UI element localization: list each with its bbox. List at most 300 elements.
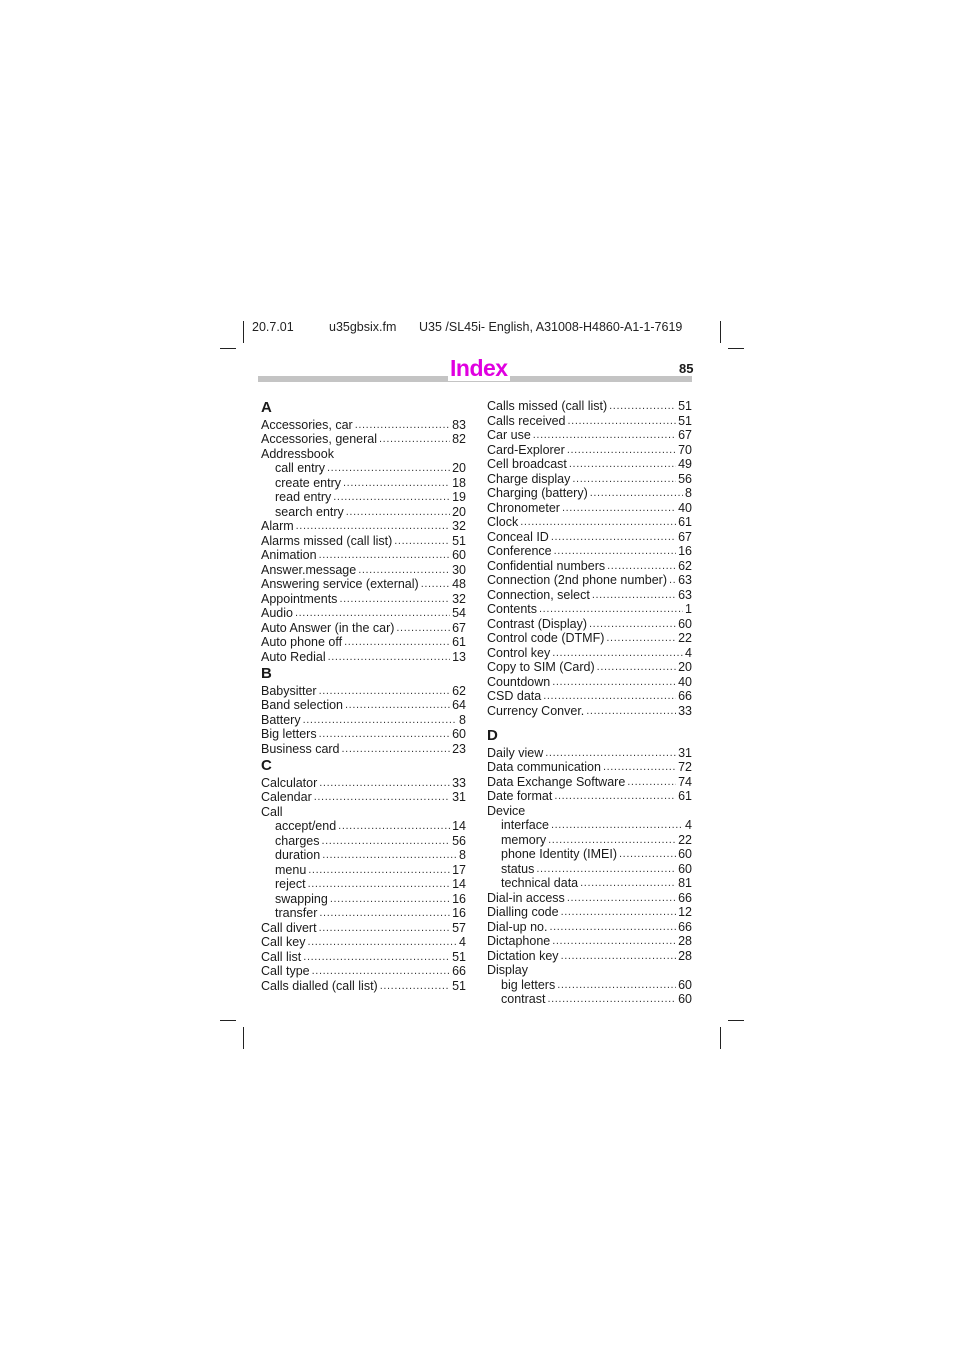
entry-page-number: 20: [452, 461, 466, 475]
entry-page-number: 70: [678, 442, 692, 457]
entry-label: Connection (2nd phone number): [487, 573, 667, 587]
leader-dots: [342, 742, 451, 757]
entry-page-number: 31: [452, 790, 466, 804]
index-entry: [487, 789, 692, 804]
index-subentry: [261, 476, 466, 491]
entry-page-number: 60: [678, 616, 692, 631]
entry-label: reject: [275, 877, 306, 891]
entry-label: menu: [275, 862, 307, 877]
index-subentry: [261, 848, 466, 863]
entry-page-number: 63: [678, 573, 692, 587]
entry-label: Contrast (Display): [487, 616, 588, 631]
entry-page-number: 32: [452, 519, 466, 533]
leader-dots: [539, 602, 683, 617]
leader-dots: [609, 399, 676, 414]
leader-dots: [394, 534, 450, 549]
leader-dots: [312, 964, 450, 979]
entry-label: Call: [261, 804, 283, 819]
leader-dots: [330, 892, 450, 907]
leader-dots: [319, 727, 451, 742]
entry-page-number: 32: [452, 591, 466, 606]
entry-page-number: 60: [452, 727, 466, 741]
leader-dots: [597, 660, 676, 675]
index-subentry: [487, 862, 692, 877]
entry-page-number: 33: [678, 703, 692, 718]
leader-dots: [322, 848, 457, 863]
index-entry: [487, 646, 692, 661]
leader-dots: [333, 490, 450, 505]
entry-page-number: 16: [452, 906, 466, 920]
index-subentry: [261, 834, 466, 849]
index-entry: [487, 501, 692, 516]
entry-label: Calls received: [487, 413, 566, 428]
leader-dots: [592, 588, 676, 603]
entry-page-number: 62: [678, 558, 692, 573]
leader-dots: [552, 646, 683, 661]
section-letter: C: [261, 757, 272, 774]
section-letter: B: [261, 665, 272, 682]
entry-label: Accessories, general: [261, 432, 378, 446]
entry-page-number: 30: [452, 562, 466, 577]
entry-label: Big letters: [261, 727, 317, 741]
entry-page-number: 8: [459, 848, 466, 862]
entry-page-number: 49: [678, 457, 692, 471]
entry-label: Call list: [261, 949, 302, 964]
leader-dots: [319, 548, 451, 563]
entry-label: Appointments: [261, 591, 338, 606]
leader-dots: [339, 592, 450, 607]
leader-dots: [543, 689, 676, 704]
entry-label: Date format: [487, 789, 553, 803]
index-entry: [261, 790, 466, 805]
entry-page-number: 60: [452, 548, 466, 562]
leader-dots: [669, 573, 676, 588]
index-entry: [487, 746, 692, 761]
entry-label: Babysitter: [261, 683, 317, 698]
leader-dots: [547, 992, 676, 1007]
page-title: Index: [450, 355, 508, 381]
index-entry: [487, 457, 692, 472]
index-entry: [261, 698, 466, 713]
leader-dots: [561, 949, 677, 964]
section-letter: A: [261, 399, 272, 416]
leader-dots: [343, 476, 450, 491]
leader-dots: [586, 704, 676, 719]
leader-dots: [554, 789, 676, 804]
entry-page-number: 22: [678, 631, 692, 645]
entry-label: Answering service (external): [261, 577, 419, 591]
index-subentry: [487, 847, 692, 862]
entry-label: Battery: [261, 712, 301, 727]
entry-page-number: 63: [678, 587, 692, 602]
entry-page-number: 61: [452, 635, 466, 649]
leader-dots: [358, 563, 450, 578]
entry-page-number: 60: [678, 847, 692, 861]
leader-dots: [308, 877, 451, 892]
entry-label: accept/end: [275, 819, 337, 833]
index-entry: [487, 675, 692, 690]
entry-page-number: 8: [685, 486, 692, 500]
entry-page-number: 4: [685, 645, 692, 660]
entry-label: Copy to SIM (Card): [487, 660, 595, 674]
entry-label: Clock: [487, 515, 519, 529]
entry-page-number: 4: [685, 818, 692, 832]
entry-page-number: 18: [452, 475, 466, 490]
index-subentry: [261, 892, 466, 907]
entry-page-number: 61: [678, 515, 692, 529]
leader-dots: [338, 819, 450, 834]
entry-page-number: 60: [678, 977, 692, 992]
crop-mark: [220, 1020, 236, 1021]
entry-label: Charging (battery): [487, 486, 588, 500]
entry-page-number: 13: [452, 649, 466, 664]
entry-label: Display: [487, 963, 528, 977]
index-subentry: [487, 833, 692, 848]
entry-page-number: 14: [452, 819, 466, 833]
index-subentry: [487, 876, 692, 891]
entry-page-number: 51: [452, 533, 466, 548]
index-entry: [261, 776, 466, 791]
entry-label: search entry: [275, 504, 344, 519]
leader-dots: [296, 519, 450, 534]
entry-label: Dictaphone: [487, 934, 551, 948]
header-date: 20.7.01: [252, 320, 294, 334]
entry-label: interface: [501, 818, 549, 832]
index-entry: [487, 588, 692, 603]
index-subentry: [261, 490, 466, 505]
entry-page-number: 57: [452, 920, 466, 935]
entry-page-number: 20: [452, 504, 466, 519]
leader-dots: [567, 891, 676, 906]
index-entry: [261, 432, 466, 447]
leader-dots: [545, 746, 676, 761]
entry-label: read entry: [275, 490, 332, 504]
entry-page-number: 23: [452, 741, 466, 756]
crop-mark: [243, 1027, 244, 1049]
index-entry: [261, 713, 466, 728]
index-subentry: [261, 906, 466, 921]
leader-dots: [396, 621, 450, 636]
leader-dots: [295, 606, 450, 621]
entry-label: Animation: [261, 548, 317, 562]
index-entry: [261, 635, 466, 650]
entry-page-number: 72: [678, 760, 692, 774]
index-subentry: [487, 992, 692, 1007]
index-entry: [487, 399, 692, 414]
entry-label: Cell broadcast: [487, 457, 567, 471]
index-entry: [487, 544, 692, 559]
index-entry: [261, 418, 466, 433]
leader-dots: [379, 432, 450, 447]
leader-dots: [328, 650, 450, 665]
entry-label: CSD data: [487, 689, 542, 703]
crop-mark: [243, 321, 244, 343]
index-entry: [261, 650, 466, 665]
index-entry: [487, 891, 692, 906]
entry-page-number: 4: [459, 935, 466, 949]
entry-page-number: 60: [678, 992, 692, 1006]
entry-page-number: 28: [678, 948, 692, 963]
entry-label: swapping: [275, 891, 328, 906]
crop-mark: [720, 321, 721, 343]
leader-dots: [567, 443, 676, 458]
entry-page-number: 51: [678, 413, 692, 428]
entry-page-number: 51: [452, 949, 466, 964]
leader-dots: [590, 486, 683, 501]
header-filename: u35gbsix.fm: [329, 320, 397, 334]
entry-page-number: 54: [452, 606, 466, 620]
index-entry: [261, 534, 466, 549]
entry-page-number: 40: [678, 674, 692, 689]
index-entry: [261, 519, 466, 534]
entry-label: charges: [275, 833, 320, 848]
leader-dots: [549, 920, 676, 935]
entry-page-number: 61: [678, 789, 692, 803]
index-entry: [487, 559, 692, 574]
header-document-id: U35 /SL45i- English, A31008-H4860-A1-1-7619: [419, 320, 683, 334]
index-entry: [261, 950, 466, 965]
entry-label: Auto Answer (in the car): [261, 620, 395, 635]
entry-page-number: 56: [452, 833, 466, 848]
entry-page-number: 83: [452, 417, 466, 432]
leader-dots: [561, 905, 677, 920]
section-letter: D: [487, 727, 498, 744]
leader-dots: [552, 675, 676, 690]
index-entry: [261, 577, 466, 592]
leader-dots: [606, 631, 676, 646]
index-subentry: [261, 877, 466, 892]
index-entry: [487, 660, 692, 675]
index-subentry: [261, 505, 466, 520]
entry-page-number: 51: [452, 978, 466, 993]
entry-label: Dial-up no.: [487, 919, 548, 934]
index-entry: [261, 979, 466, 994]
index-column-left: [261, 398, 466, 993]
index-subentry: [487, 978, 692, 993]
entry-page-number: 67: [678, 529, 692, 544]
leader-dots: [380, 979, 450, 994]
entry-page-number: 17: [452, 862, 466, 877]
entry-label: Call divert: [261, 920, 317, 935]
entry-label: Conceal ID: [487, 529, 549, 544]
entry-label: Connection, select: [487, 587, 590, 602]
entry-page-number: 16: [678, 544, 692, 558]
index-entry: [487, 631, 692, 646]
entry-page-number: 66: [678, 890, 692, 905]
entry-label: Currency Conver.: [487, 703, 585, 718]
entry-label: Card-Explorer: [487, 442, 565, 457]
index-entry: [487, 443, 692, 458]
entry-label: Auto Redial: [261, 649, 326, 664]
entry-label: create entry: [275, 475, 342, 490]
leader-dots: [319, 906, 450, 921]
entry-page-number: 20: [678, 660, 692, 674]
index-entry: [487, 963, 692, 978]
index-entry: [261, 727, 466, 742]
index-entry: [487, 472, 692, 487]
entry-label: Dialling code: [487, 905, 559, 919]
entry-page-number: 31: [678, 745, 692, 760]
entry-page-number: 40: [678, 500, 692, 515]
entry-page-number: 67: [452, 620, 466, 635]
index-entry: [261, 621, 466, 636]
entry-label: Calculator: [261, 775, 318, 790]
entry-label: Contents: [487, 602, 538, 616]
leader-dots: [619, 847, 676, 862]
entry-label: duration: [275, 848, 321, 862]
entry-page-number: 22: [678, 832, 692, 847]
entry-page-number: 33: [452, 775, 466, 790]
index-entry: [487, 428, 692, 443]
entry-page-number: 66: [678, 689, 692, 703]
entry-label: transfer: [275, 906, 318, 920]
index-entry: [261, 447, 466, 462]
entry-page-number: 62: [452, 683, 466, 698]
entry-page-number: 60: [678, 861, 692, 876]
leader-dots: [557, 978, 676, 993]
entry-label: Conference: [487, 544, 552, 558]
leader-dots: [562, 501, 676, 516]
crop-mark: [720, 1027, 721, 1049]
leader-dots: [580, 876, 676, 891]
index-entry: [261, 684, 466, 699]
index-entry: [487, 573, 692, 588]
leader-dots: [607, 559, 676, 574]
entry-label: Control code (DTMF): [487, 631, 605, 645]
leader-dots: [314, 790, 450, 805]
entry-label: Call type: [261, 964, 310, 978]
entry-label: Calls dialled (call list): [261, 978, 378, 993]
leader-dots: [421, 577, 450, 592]
entry-page-number: 64: [452, 698, 466, 712]
leader-dots: [308, 863, 450, 878]
entry-page-number: 8: [459, 712, 466, 727]
entry-label: Confidential numbers: [487, 558, 606, 573]
entry-page-number: 66: [678, 919, 692, 934]
leader-dots: [303, 713, 457, 728]
entry-page-number: 67: [678, 428, 692, 442]
entry-label: contrast: [501, 992, 546, 1006]
entry-label: Call key: [261, 935, 306, 949]
entry-label: big letters: [501, 977, 556, 992]
leader-dots: [520, 515, 676, 530]
leader-dots: [319, 684, 451, 699]
index-entry: [261, 964, 466, 979]
leader-dots: [303, 950, 450, 965]
entry-label: phone Identity (IMEI): [501, 847, 618, 861]
entry-page-number: 28: [678, 934, 692, 948]
entry-page-number: 19: [452, 490, 466, 504]
entry-label: Auto phone off: [261, 635, 343, 649]
entry-label: technical data: [501, 876, 579, 890]
index-subentry: [261, 819, 466, 834]
entry-page-number: 1: [685, 602, 692, 616]
entry-label: call entry: [275, 461, 326, 475]
crop-mark: [728, 1020, 744, 1021]
index-entry: [487, 602, 692, 617]
entry-label: Answer.message: [261, 562, 357, 577]
leader-dots: [569, 457, 676, 472]
leader-dots: [536, 862, 676, 877]
index-entry: [487, 515, 692, 530]
entry-page-number: 74: [678, 774, 692, 789]
entry-label: status: [501, 861, 535, 876]
entry-page-number: 12: [678, 905, 692, 919]
index-entry: [261, 606, 466, 621]
index-entry: [487, 689, 692, 704]
entry-page-number: 56: [678, 471, 692, 486]
entry-page-number: 48: [452, 577, 466, 591]
leader-dots: [321, 834, 450, 849]
index-subentry: [261, 863, 466, 878]
entry-label: Band selection: [261, 698, 344, 712]
leader-dots: [551, 818, 683, 833]
leader-dots: [551, 530, 676, 545]
entry-label: Data Exchange Software: [487, 774, 626, 789]
entry-label: Calendar: [261, 790, 312, 804]
entry-label: Alarms missed (call list): [261, 533, 393, 548]
index-entry: [487, 704, 692, 719]
index-entry: [487, 804, 692, 819]
index-entry: [487, 934, 692, 949]
index-entry: [487, 530, 692, 545]
index-entry: [261, 935, 466, 950]
index-entry: [487, 760, 692, 775]
leader-dots: [548, 833, 676, 848]
entry-label: Device: [487, 803, 526, 818]
entry-label: Audio: [261, 606, 293, 620]
index-entry: [487, 414, 692, 429]
index-entry: [261, 805, 466, 820]
entry-label: Control key: [487, 645, 551, 660]
leader-dots: [589, 617, 676, 632]
entry-page-number: 14: [452, 877, 466, 891]
index-entry: [261, 548, 466, 563]
entry-label: Dial-in access: [487, 890, 565, 905]
leader-dots: [345, 698, 450, 713]
index-entry: [261, 592, 466, 607]
leader-dots: [627, 775, 676, 790]
entry-label: Addressbook: [261, 446, 334, 461]
index-entry: [487, 617, 692, 632]
leader-dots: [552, 934, 676, 949]
entry-label: Accessories, car: [261, 417, 353, 432]
index-entry: [487, 920, 692, 935]
index-entry: [487, 486, 692, 501]
leader-dots: [355, 418, 450, 433]
entry-label: memory: [501, 832, 547, 847]
leader-dots: [533, 428, 676, 443]
entry-page-number: 82: [452, 432, 466, 446]
leader-dots: [346, 505, 450, 520]
entry-page-number: 81: [678, 876, 692, 890]
entry-label: Chronometer: [487, 500, 560, 515]
entry-page-number: 16: [452, 891, 466, 906]
entry-page-number: 51: [678, 399, 692, 413]
leader-dots: [344, 635, 450, 650]
index-subentry: [261, 461, 466, 476]
index-entry: [487, 775, 692, 790]
entry-label: Data communication: [487, 760, 601, 774]
entry-label: Business card: [261, 741, 340, 756]
page-number: 85: [679, 361, 694, 376]
leader-dots: [327, 461, 450, 476]
entry-label: Car use: [487, 428, 531, 442]
crop-mark: [728, 348, 744, 349]
index-entry: [261, 742, 466, 757]
leader-dots: [572, 472, 676, 487]
entry-page-number: 66: [452, 964, 466, 978]
